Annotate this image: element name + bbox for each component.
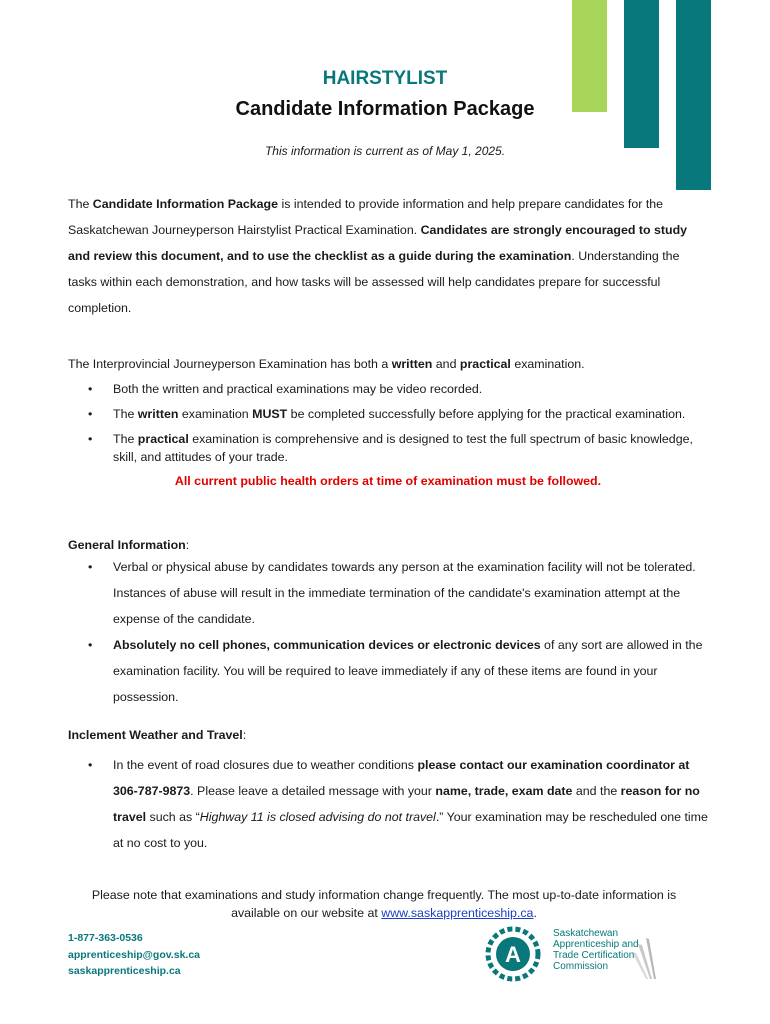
list-item-bold: Absolutely no cell phones, communication devices or electronic devices [113,638,541,652]
lead-text: and [432,357,460,371]
general-heading [68,536,708,554]
section-heading: General Information [68,538,186,552]
intro-paragraph [68,191,708,321]
note-text: Please note that examinations and study information change frequently. The most up-to-date information is available on our website at [91,888,677,920]
heading-colon: : [185,538,190,552]
logo-line: Commission [553,961,609,972]
interprovincial-lead [68,355,708,373]
intro-text: is intended to provide information and help prepare candidates for the Saskatchewan Journeyperson Hairstylist Practical Examination. [68,197,664,237]
list-item-text: Verbal or physical abuse by candidates towards any person at the examination facility will not be tolerated. Instances of abuse will result in the immediate termination of the candidate's examination attempt at the expense of the candidate. [113,560,696,626]
general-information-section [68,536,708,710]
decor-bar-teal-2 [676,0,711,190]
weather-list [68,752,708,856]
list-item-text: of any sort are allowed in the examination facility. You will be required to leave immediately if any of these items are found in your possession. [113,638,703,704]
logo-wordmark [553,928,639,972]
list-item [68,554,708,632]
list-item-bold: MUST [252,407,288,421]
website-link[interactable]: www.saskapprenticeship.ca [381,906,534,920]
list-item-text: examination [178,407,253,421]
list-item [68,430,708,466]
list-item [68,632,708,710]
list-item [68,405,708,423]
lead-text: The Interprovincial Journeyperson Examination has both a [68,357,392,371]
bullet-icon: • [88,432,93,446]
bullet-icon: • [88,407,93,421]
logo-line: Apprenticeship and [553,939,639,950]
weather-travel-section [68,726,708,856]
contact-website[interactable]: saskapprenticeship.ca [68,965,181,977]
list-item-text: be completed successfully before applying for the practical examination. [287,407,686,421]
contact-phone[interactable]: 1-877-363-0536 [68,932,143,944]
website-note [68,886,700,922]
lead-text: examination. [510,357,585,371]
decor-bar-green [572,0,607,112]
logo-line: Trade Certification [553,950,635,961]
list-item-text: such as “ [146,810,200,824]
trade-title: HAIRSTYLIST [322,68,448,89]
general-list [68,554,708,710]
intro-bold: Candidate Information Package [92,197,279,211]
list-item-text: In the event of road closures due to weather conditions [113,758,418,772]
bullet-icon: • [88,638,93,652]
list-item-bold: name, trade, exam date [435,784,573,798]
list-item [68,380,708,398]
list-item-text: The [113,407,138,421]
list-item-bold: written [137,407,179,421]
health-notice: All current public health orders at time of examination must be followed. [174,474,602,488]
list-item-text: . Please leave a detailed message with your [190,784,436,798]
interprovincial-section [68,355,708,490]
logo-letter: A [505,942,521,967]
list-item-text: Both the written and practical examinations may be video recorded. [113,382,483,396]
list-item-bold: practical [137,432,189,446]
logo-line: Saskatchewan [553,928,619,939]
coordinator-phone: please contact our examination coordinator at 306-787-9873 [113,758,690,798]
bullet-icon: • [88,758,93,772]
document-title: Candidate Information Package [235,98,535,120]
section-heading: Inclement Weather and Travel [68,728,243,742]
list-item [68,752,708,856]
list-item-text: examination is comprehensive and is designed to test the full spectrum of basic knowledge, skill, and attitudes of your trade. [113,432,693,464]
lead-bold: written [391,357,433,371]
list-item-italic: Highway 11 is closed advising do not travel [199,810,436,824]
list-item-text: The [113,432,138,446]
intro-text: . Understanding the tasks within each demonstration, and how tasks will be assessed will help candidates prepare for successful completion. [68,249,680,315]
list-item-bold: reason for no travel [113,784,700,824]
contact-email[interactable]: apprenticeship@gov.sk.ca [68,948,201,961]
current-as-of: This information is current as of May 1, 2025. [264,144,506,158]
interprovincial-list [68,380,708,466]
heading-colon: : [242,728,247,742]
lead-bold: practical [459,357,511,371]
bullet-icon: • [88,382,93,396]
note-text: . [533,906,537,920]
list-item-text: and the [572,784,621,798]
bullet-icon: • [88,560,93,574]
contact-block [68,930,200,980]
weather-heading [68,726,708,744]
intro-text: The [68,197,93,211]
intro-emphasis: Candidates are strongly encouraged to study and review this document, and to use the checklist as a guide during the examination [68,223,688,263]
list-item-text: .” Your examination may be rescheduled one time at no cost to you. [113,810,708,850]
